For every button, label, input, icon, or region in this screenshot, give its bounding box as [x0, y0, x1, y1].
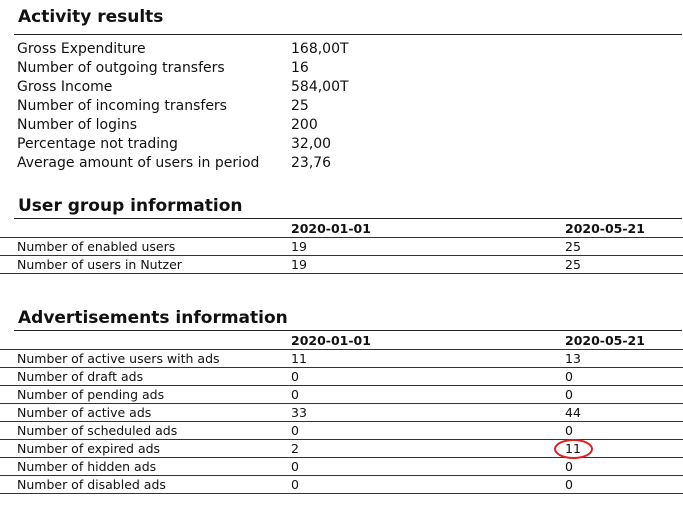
- cell-value: 11: [291, 351, 307, 366]
- table-row: [0, 458, 683, 476]
- cell-value: 19: [291, 239, 307, 254]
- activity-results-rule: [14, 34, 682, 35]
- activity-value: 200: [291, 117, 318, 133]
- row-label: Number of users in Nutzer: [17, 257, 182, 272]
- row-label: Number of scheduled ads: [17, 423, 178, 438]
- activity-label: Number of incoming transfers: [17, 98, 227, 114]
- cell-value: 2: [291, 441, 299, 456]
- cell-value: 25: [565, 257, 581, 272]
- cell-value: 25: [565, 239, 581, 254]
- table-row: [0, 386, 683, 404]
- cell-value: 0: [291, 369, 299, 384]
- row-label: Number of draft ads: [17, 369, 144, 384]
- row-label: Number of active users with ads: [17, 351, 220, 366]
- table-row: [0, 422, 683, 440]
- activity-label: Gross Expenditure: [17, 41, 146, 57]
- column-header: 2020-01-01: [291, 333, 371, 348]
- cell-value: 44: [565, 405, 581, 420]
- ads-info-rule: [14, 330, 682, 331]
- activity-value: 168,00T: [291, 41, 349, 57]
- cell-value: 19: [291, 257, 307, 272]
- activity-value: 584,00T: [291, 79, 349, 95]
- user-group-title: User group information: [18, 196, 243, 216]
- row-label: Number of pending ads: [17, 387, 165, 402]
- row-label: Number of enabled users: [17, 239, 176, 254]
- cell-value: 0: [291, 423, 299, 438]
- cell-value: 0: [565, 387, 573, 402]
- table-row: [0, 256, 683, 274]
- activity-label: Percentage not trading: [17, 136, 178, 152]
- cell-value: 13: [565, 351, 581, 366]
- cell-value: 0: [291, 387, 299, 402]
- row-label: Number of hidden ads: [17, 459, 157, 474]
- column-header: 2020-05-21: [565, 333, 645, 348]
- activity-results-title: Activity results: [18, 7, 164, 27]
- cell-value: 0: [291, 459, 299, 474]
- cell-value: 0: [565, 477, 573, 492]
- cell-value-highlighted: 11: [565, 441, 581, 456]
- activity-label: Number of logins: [17, 117, 138, 133]
- cell-value: 33: [291, 405, 307, 420]
- row-label: Number of disabled ads: [17, 477, 166, 492]
- table-header-row: [0, 332, 683, 350]
- cell-value: 0: [565, 423, 573, 438]
- row-label: Number of expired ads: [17, 441, 161, 456]
- activity-value: 16: [291, 60, 309, 76]
- row-label: Number of active ads: [17, 405, 152, 420]
- activity-value: 23,76: [291, 155, 332, 171]
- activity-value: 25: [291, 98, 309, 114]
- ads-info-title: Advertisements information: [18, 308, 288, 328]
- table-row: [0, 350, 683, 368]
- user-group-rule: [14, 218, 682, 219]
- table-row: [0, 476, 683, 494]
- table-row: [0, 440, 683, 458]
- table-row: [0, 238, 683, 256]
- cell-value: 0: [291, 477, 299, 492]
- column-header: 2020-05-21: [565, 221, 645, 236]
- table-row: [0, 404, 683, 422]
- cell-value: 0: [565, 369, 573, 384]
- table-row: [0, 368, 683, 386]
- table-header-row: [0, 220, 683, 238]
- column-header: 2020-01-01: [291, 221, 371, 236]
- activity-label: Number of outgoing transfers: [17, 60, 225, 76]
- activity-label: Gross Income: [17, 79, 113, 95]
- activity-value: 32,00: [291, 136, 332, 152]
- activity-label: Average amount of users in period: [17, 155, 260, 171]
- cell-value: 0: [565, 459, 573, 474]
